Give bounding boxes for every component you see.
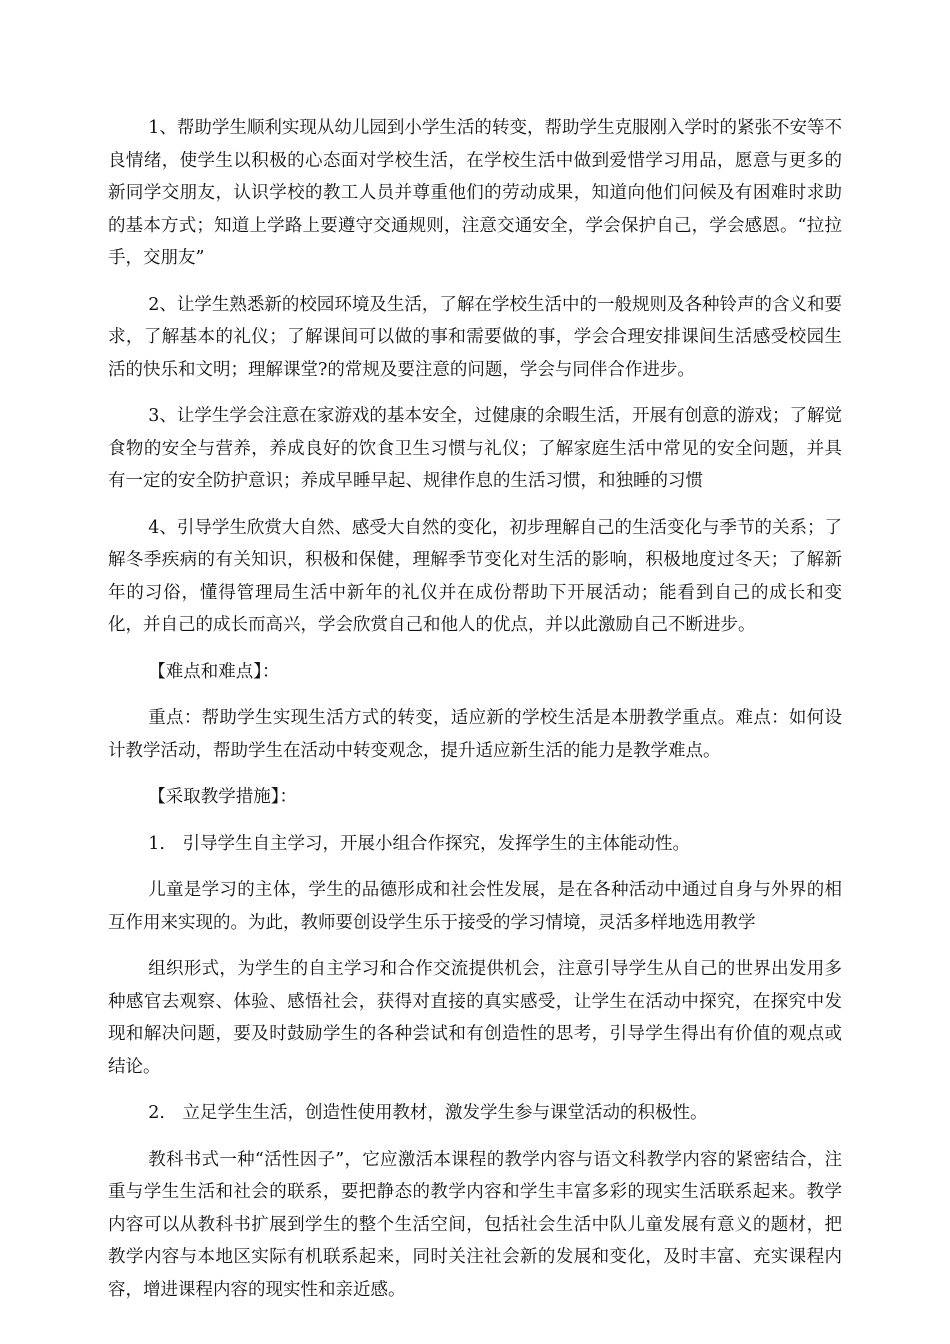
measure-item-1: 1. 引导学生自主学习，开展小组合作探究，发挥学生的主体能动性。 [148,833,690,854]
goal-paragraph-4: 4、引导学生欣赏大自然、感受大自然的变化，初步理解自己的生活变化与季节的关系；了解冬季疾病的有关知识，积极和保健，理解季节变化对生活的影响，积极地度过冬天；了解新年的习俗，懂得管理局生活中新年的礼仪并在成份帮助下开展活动；能看到自己的成长和变化，并自己的成长而高兴，学会欣赏自己和他人的优点，并以此激励自己不断进步。 [108,517,842,635]
key-points-paragraph: 重点：帮助学生实现生活方式的转变，适应新的学校生活是本册教学重点。难点：如何设计教学活动，帮助学生在活动中转变观念，提升适应新生活的能力是教学难点。 [108,708,842,761]
measure-2-paragraph: 教科书式一种“活性因子”，它应激活本课程的教学内容与语文科教学内容的紧密结合，注重与学生生活和社会的联系，要把静态的教学内容和学生丰富多彩的现实生活联系起来。教学内容可以从教科书扩展到学生的整个生活空间，包括社会生活中队儿童发展有意义的题材，把教学内容与本地区实际有机联系起来，同时关注社会新的发展和变化，及时丰富、充实课程内容，增进课程内容的现实性和亲近感。 [108,1149,842,1300]
goal-paragraph-2: 2、让学生熟悉新的校园环境及生活，了解在学校生活中的一般规则及各种铃声的含义和要求，了解基本的礼仪；了解课间可以做的事和需要做的事，学会合理安排课间生活感受校园生活的快乐和文明；理解课堂?的常规及要注意的问题，学会与同伴合作进步。 [108,294,842,380]
section-heading-key-points: 【难点和难点】： [148,661,280,682]
document-body [108,112,842,1320]
measure-1-paragraph-b: 组织形式，为学生的自主学习和合作交流提供机会，注意引导学生从自己的世界出发用多种感官去观察、体验、感悟社会，获得对直接的真实感受，让学生在活动中探究，在探究中发现和解决问题，要及时鼓励学生的各种尝试和有创造性的思考，引导学生得出有价值的观点或结论。 [108,959,842,1077]
measure-item-2: 2. 立足学生生活，创造性使用教材，激发学生参与课堂活动的积极性。 [148,1103,708,1123]
section-heading-measures: 【采取教学措施】： [148,787,297,807]
goal-paragraph-3: 3、让学生学会注意在家游戏的基本安全，过健康的余暇生活，开展有创意的游戏；了解觉食物的安全与营养，养成良好的饮食卫生习惯与礼仪；了解家庭生活中常见的安全问题，并具有一定的安全防护意识；养成早睡早起、规律作息的生活习惯，和独睡的习惯 [108,406,842,491]
goal-paragraph-1: 1、帮助学生顺利实现从幼儿园到小学生活的转变，帮助学生克服刚入学时的紧张不安等不良情绪，使学生以积极的心态面对学校生活，在学校生活中做到爱惜学习用品，愿意与更多的新同学交朋友，认识学校的教工人员并尊重他们的劳动成果，知道向他们问候及有困难时求助的基本方式；知道上学路上要遵守交通规则，注意交通安全，学会保护自己，学会感恩。“拉拉手，交朋友” [108,118,842,268]
measure-1-paragraph-a: 儿童是学习的主体，学生的品德形成和社会性发展，是在各种活动中通过自身与外界的相互作用来实现的。为此，教师要创设学生乐于接受的学习情境，灵活多样地选用教学 [108,880,842,933]
